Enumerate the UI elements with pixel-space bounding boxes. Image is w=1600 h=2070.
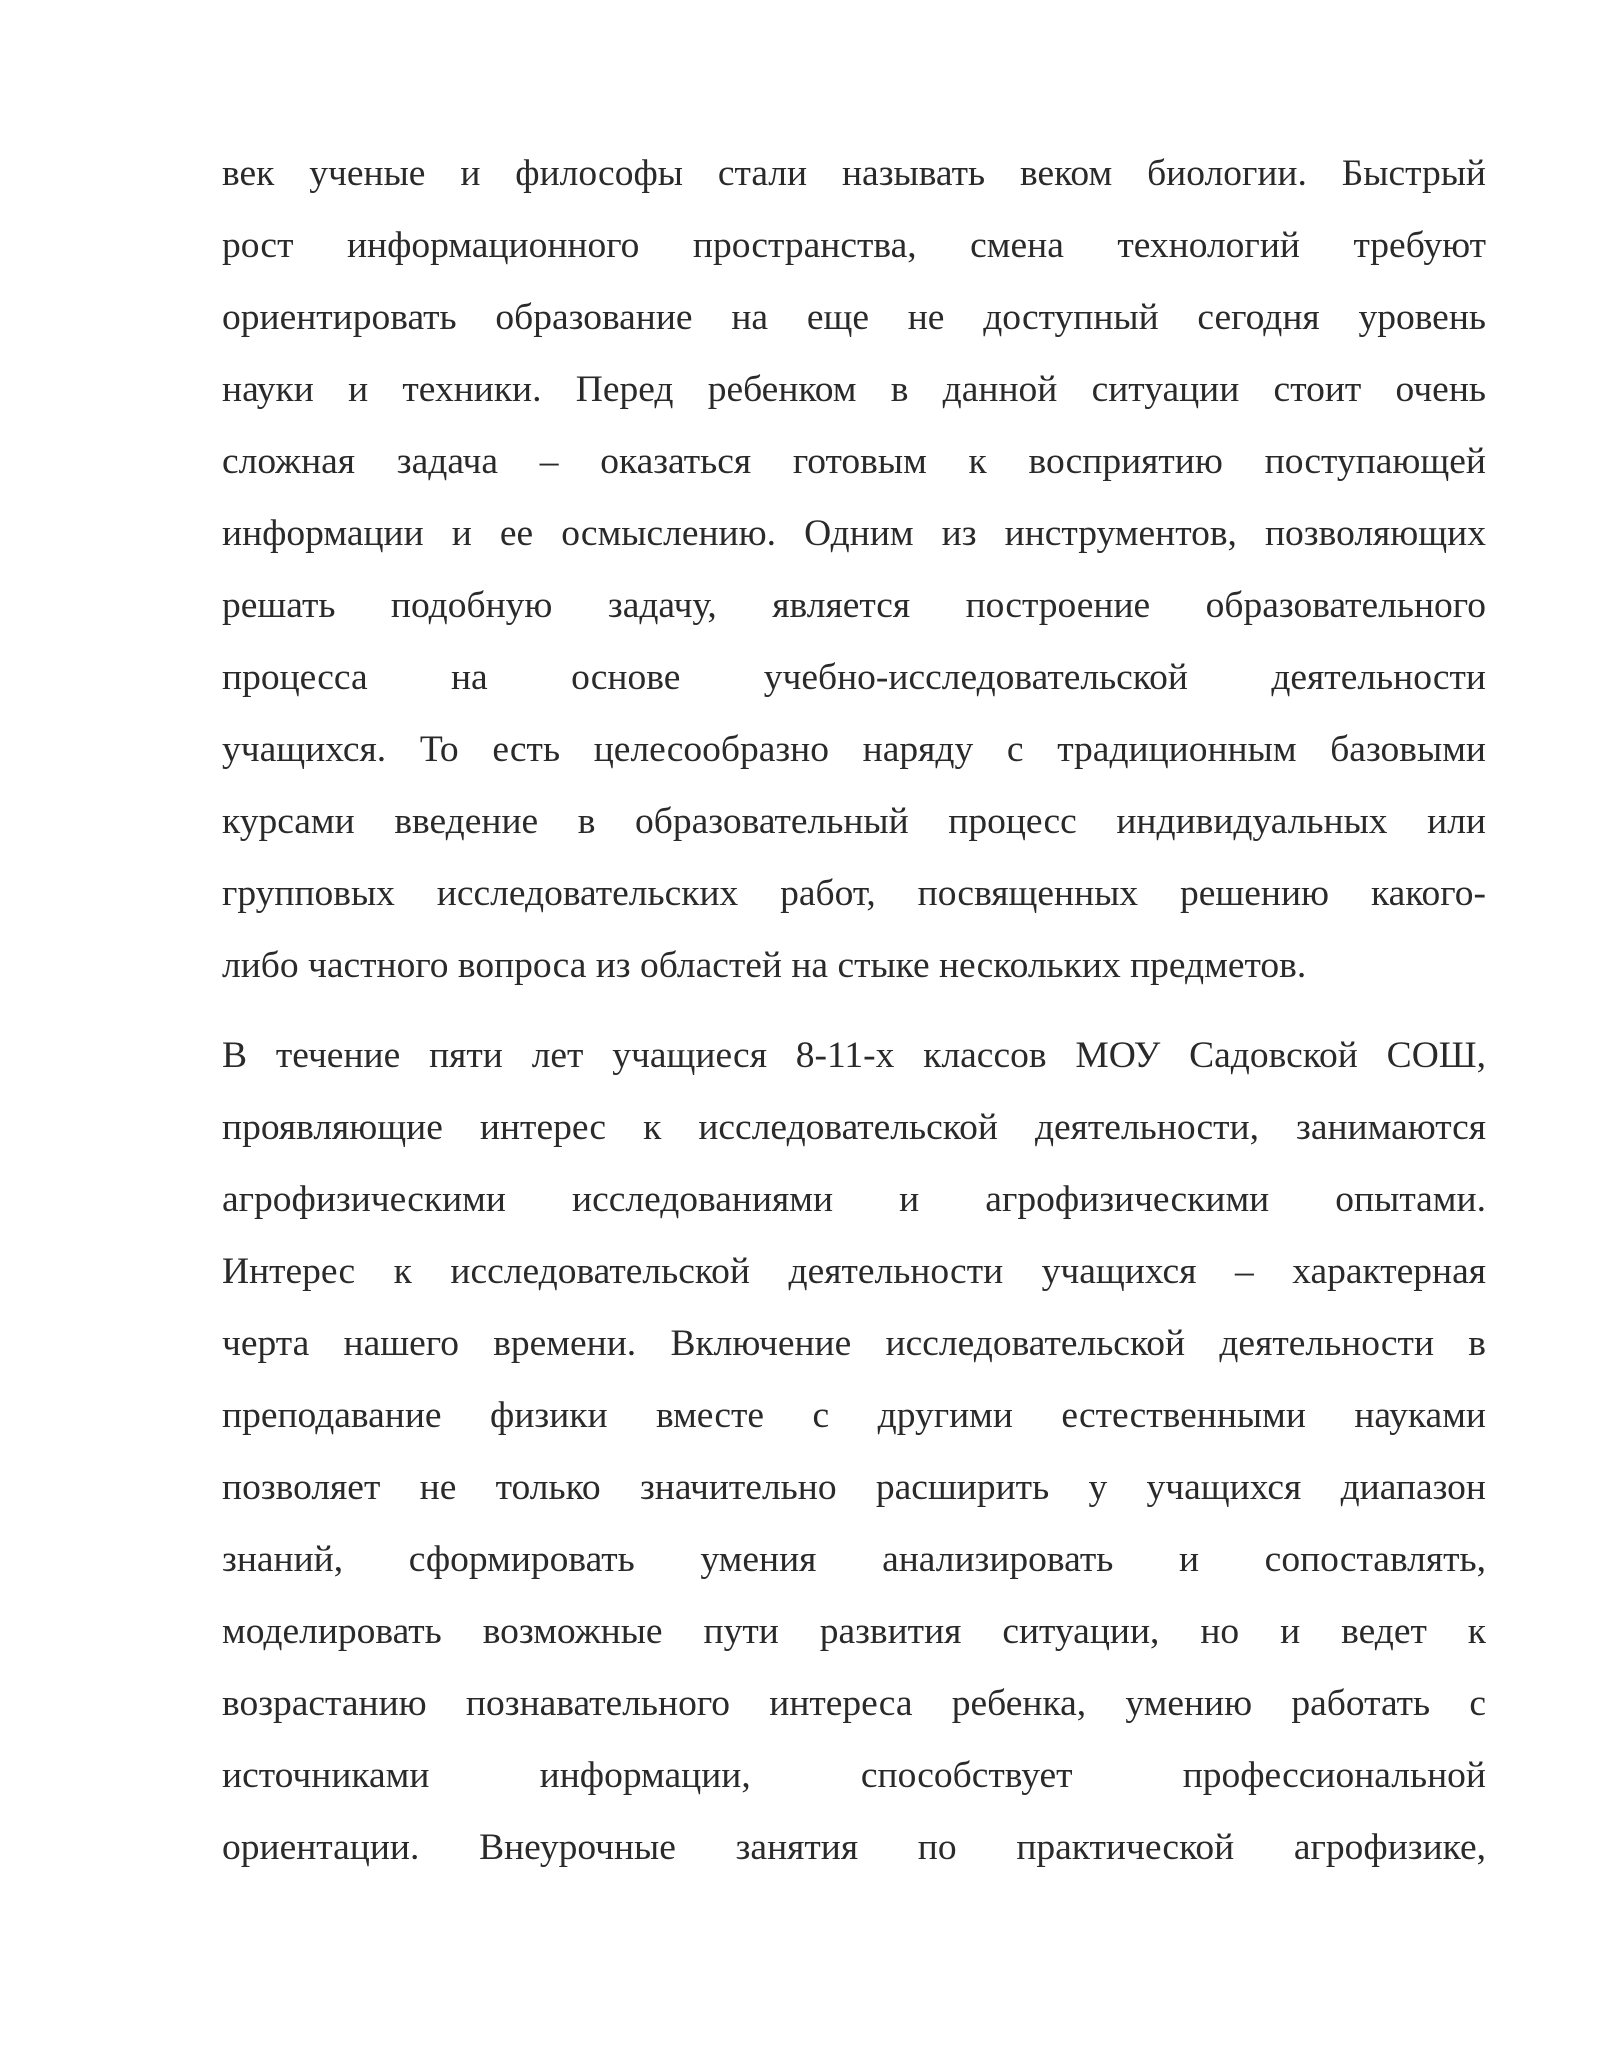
text-line: групповых исследовательских работ, посвященных решению какого- bbox=[222, 873, 1486, 914]
text-line: информации и ее осмыслению. Одним из инструментов, позволяющих bbox=[222, 513, 1486, 554]
text-line: Интерес к исследовательской деятельности учащихся – характерная bbox=[222, 1251, 1486, 1292]
text-line: либо частного вопроса из областей на стыке нескольких предметов. bbox=[222, 945, 1307, 986]
text-line: курсами введение в образовательный процесс индивидуальных или bbox=[222, 801, 1486, 842]
text-line: моделировать возможные пути развития ситуации, но и ведет к bbox=[222, 1611, 1486, 1652]
text-line: позволяет не только значительно расширить у учащихся диапазон bbox=[222, 1467, 1486, 1508]
text-line: ориентации. Внеурочные занятия по практической агрофизике, bbox=[222, 1827, 1486, 1868]
text-line: источниками информации, способствует профессиональной bbox=[222, 1755, 1486, 1796]
text-line: решать подобную задачу, является построение образовательного bbox=[222, 585, 1486, 626]
text-line: знаний, сформировать умения анализировать и сопоставлять, bbox=[222, 1539, 1486, 1580]
body-text bbox=[222, 138, 1486, 1884]
paragraph-2 bbox=[222, 1020, 1486, 1884]
paragraph-spacing bbox=[222, 1002, 1486, 1020]
text-line: учащихся. То есть целесообразно наряду с традиционным базовыми bbox=[222, 729, 1486, 770]
text-line: черта нашего времени. Включение исследовательской деятельности в bbox=[222, 1323, 1486, 1364]
text-line: преподавание физики вместе с другими естественными науками bbox=[222, 1395, 1486, 1436]
text-line: рост информационного пространства, смена технологий требуют bbox=[222, 225, 1486, 266]
text-line: проявляющие интерес к исследовательской деятельности, занимаются bbox=[222, 1107, 1486, 1148]
text-line: ориентировать образование на еще не доступный сегодня уровень bbox=[222, 297, 1486, 338]
text-line: процесса на основе учебно-исследовательской деятельности bbox=[222, 657, 1486, 698]
text-line: возрастанию познавательного интереса ребенка, умению работать с bbox=[222, 1683, 1486, 1724]
text-line: сложная задача – оказаться готовым к восприятию поступающей bbox=[222, 441, 1486, 482]
text-line: В течение пяти лет учащиеся 8-11-х классов МОУ Садовской СОШ, bbox=[222, 1035, 1486, 1076]
text-line: век ученые и философы стали называть веком биологии. Быстрый bbox=[222, 153, 1486, 194]
paragraph-1 bbox=[222, 138, 1486, 1002]
text-line: агрофизическими исследованиями и агрофизическими опытами. bbox=[222, 1179, 1486, 1220]
text-line: науки и техники. Перед ребенком в данной ситуации стоит очень bbox=[222, 369, 1486, 410]
